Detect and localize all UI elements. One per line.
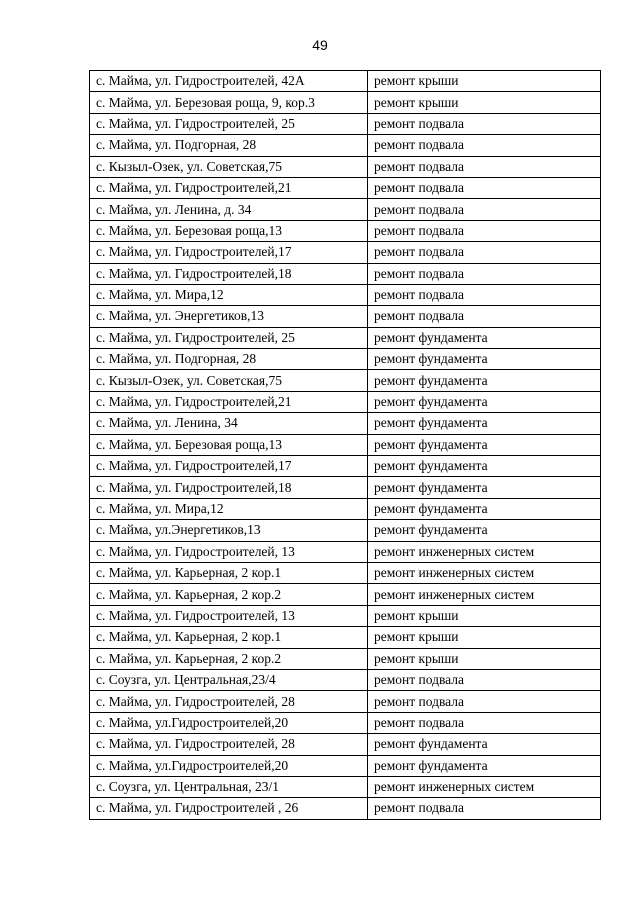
address-cell: с. Майма, ул. Мира,12 — [90, 284, 368, 305]
address-cell: с. Майма, ул. Березовая роща, 9, кор.3 — [90, 92, 368, 113]
address-cell: с. Майма, ул.Гидростроителей,20 — [90, 755, 368, 776]
address-cell: с. Майма, ул. Гидростроителей,17 — [90, 242, 368, 263]
address-cell: с. Соузга, ул. Центральная, 23/1 — [90, 776, 368, 797]
work-type-cell: ремонт фундамента — [368, 413, 601, 434]
repair-works-table — [89, 70, 601, 820]
address-cell: с. Майма, ул. Гидростроителей, 13 — [90, 541, 368, 562]
table-row — [90, 349, 601, 370]
table-row — [90, 734, 601, 755]
table-row — [90, 434, 601, 455]
table-row — [90, 156, 601, 177]
address-cell: с. Майма, ул. Мира,12 — [90, 498, 368, 519]
address-cell: с. Майма, ул. Березовая роща,13 — [90, 220, 368, 241]
address-cell: с. Майма, ул. Подгорная, 28 — [90, 349, 368, 370]
work-type-cell: ремонт крыши — [368, 71, 601, 92]
page-number: 49 — [312, 37, 328, 53]
table-row — [90, 263, 601, 284]
work-type-cell: ремонт крыши — [368, 627, 601, 648]
address-cell: с. Майма, ул. Гидростроителей, 28 — [90, 734, 368, 755]
work-type-cell: ремонт фундамента — [368, 734, 601, 755]
address-cell: с. Майма, ул. Гидростроителей,21 — [90, 391, 368, 412]
document-table-container — [89, 70, 601, 820]
table-row — [90, 413, 601, 434]
table-row — [90, 776, 601, 797]
address-cell: с. Соузга, ул. Центральная,23/4 — [90, 669, 368, 690]
work-type-cell: ремонт подвала — [368, 199, 601, 220]
work-type-cell: ремонт инженерных систем — [368, 776, 601, 797]
table-row — [90, 284, 601, 305]
work-type-cell: ремонт подвала — [368, 798, 601, 819]
address-cell: с. Майма, ул.Гидростроителей,20 — [90, 712, 368, 733]
address-cell: с. Майма, ул. Гидростроителей, 25 — [90, 327, 368, 348]
table-row — [90, 712, 601, 733]
address-cell: с. Майма, ул.Энергетиков,13 — [90, 520, 368, 541]
address-cell: с. Майма, ул. Карьерная, 2 кор.2 — [90, 584, 368, 605]
work-type-cell: ремонт подвала — [368, 220, 601, 241]
address-cell: с. Майма, ул. Карьерная, 2 кор.1 — [90, 562, 368, 583]
address-cell: с. Майма, ул. Березовая роща,13 — [90, 434, 368, 455]
work-type-cell: ремонт подвала — [368, 712, 601, 733]
table-row — [90, 92, 601, 113]
work-type-cell: ремонт фундамента — [368, 498, 601, 519]
address-cell: с. Майма, ул. Карьерная, 2 кор.1 — [90, 627, 368, 648]
table-row — [90, 220, 601, 241]
address-cell: с. Майма, ул. Гидростроителей,18 — [90, 477, 368, 498]
work-type-cell: ремонт фундамента — [368, 520, 601, 541]
address-cell: с. Майма, ул. Гидростроителей, 25 — [90, 113, 368, 134]
table-row — [90, 71, 601, 92]
address-cell: с. Майма, ул. Ленина, 34 — [90, 413, 368, 434]
work-type-cell: ремонт фундамента — [368, 477, 601, 498]
table-row — [90, 605, 601, 626]
address-cell: с. Майма, ул. Гидростроителей,18 — [90, 263, 368, 284]
work-type-cell: ремонт инженерных систем — [368, 584, 601, 605]
work-type-cell: ремонт инженерных систем — [368, 562, 601, 583]
work-type-cell: ремонт инженерных систем — [368, 541, 601, 562]
work-type-cell: ремонт фундамента — [368, 349, 601, 370]
work-type-cell: ремонт подвала — [368, 113, 601, 134]
work-type-cell: ремонт фундамента — [368, 755, 601, 776]
table-body — [90, 71, 601, 820]
work-type-cell: ремонт подвала — [368, 242, 601, 263]
address-cell: с. Майма, ул. Гидростроителей, 42А — [90, 71, 368, 92]
address-cell: с. Майма, ул. Подгорная, 28 — [90, 135, 368, 156]
table-row — [90, 242, 601, 263]
table-row — [90, 327, 601, 348]
address-cell: с. Майма, ул. Гидростроителей,21 — [90, 177, 368, 198]
work-type-cell: ремонт фундамента — [368, 456, 601, 477]
address-cell: с. Майма, ул. Энергетиков,13 — [90, 306, 368, 327]
work-type-cell: ремонт подвала — [368, 177, 601, 198]
address-cell: с. Майма, ул. Гидростроителей , 26 — [90, 798, 368, 819]
address-cell: с. Кызыл-Озек, ул. Советская,75 — [90, 370, 368, 391]
address-cell: с. Майма, ул. Гидростроителей, 13 — [90, 605, 368, 626]
table-row — [90, 648, 601, 669]
address-cell: с. Майма, ул. Карьерная, 2 кор.2 — [90, 648, 368, 669]
work-type-cell: ремонт подвала — [368, 669, 601, 690]
table-row — [90, 669, 601, 690]
work-type-cell: ремонт фундамента — [368, 391, 601, 412]
table-row — [90, 520, 601, 541]
work-type-cell: ремонт крыши — [368, 605, 601, 626]
table-row — [90, 691, 601, 712]
work-type-cell: ремонт подвала — [368, 284, 601, 305]
work-type-cell: ремонт подвала — [368, 156, 601, 177]
address-cell: с. Майма, ул. Гидростроителей,17 — [90, 456, 368, 477]
address-cell: с. Кызыл-Озек, ул. Советская,75 — [90, 156, 368, 177]
address-cell: с. Майма, ул. Ленина, д. 34 — [90, 199, 368, 220]
work-type-cell: ремонт фундамента — [368, 370, 601, 391]
work-type-cell: ремонт подвала — [368, 135, 601, 156]
table-row — [90, 755, 601, 776]
table-row — [90, 370, 601, 391]
table-row — [90, 135, 601, 156]
work-type-cell: ремонт подвала — [368, 263, 601, 284]
table-row — [90, 584, 601, 605]
table-row — [90, 562, 601, 583]
table-row — [90, 627, 601, 648]
table-row — [90, 456, 601, 477]
table-row — [90, 498, 601, 519]
table-row — [90, 306, 601, 327]
table-row — [90, 541, 601, 562]
work-type-cell: ремонт крыши — [368, 648, 601, 669]
table-row — [90, 477, 601, 498]
work-type-cell: ремонт фундамента — [368, 327, 601, 348]
work-type-cell: ремонт подвала — [368, 691, 601, 712]
table-row — [90, 177, 601, 198]
work-type-cell: ремонт подвала — [368, 306, 601, 327]
table-row — [90, 798, 601, 819]
table-row — [90, 391, 601, 412]
work-type-cell: ремонт фундамента — [368, 434, 601, 455]
table-row — [90, 199, 601, 220]
address-cell: с. Майма, ул. Гидростроителей, 28 — [90, 691, 368, 712]
work-type-cell: ремонт крыши — [368, 92, 601, 113]
table-row — [90, 113, 601, 134]
